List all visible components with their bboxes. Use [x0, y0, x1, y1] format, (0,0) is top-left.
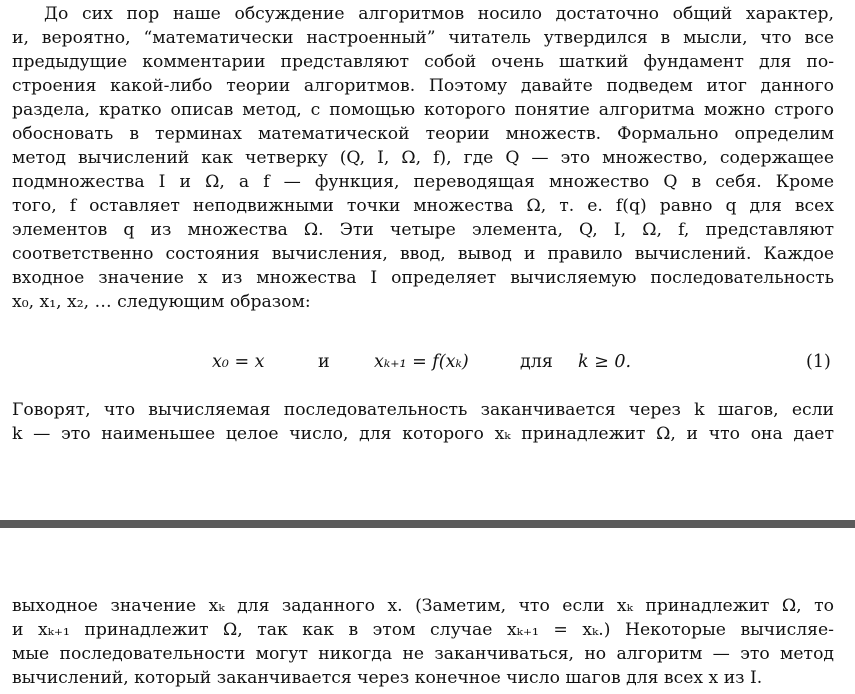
text-line: выходное значение xₖ для заданного x. (Заметим, что если xₖ принадлежит Ω, то [12, 596, 834, 616]
lower-page-fragment [0, 556, 855, 694]
text-line: k — это наименьшее целое число, для которого xₖ принадлежит Ω, и что она дает [12, 424, 834, 444]
formula-lhs: x₀ = x [212, 352, 265, 372]
text-line: соответственно состояния вычисления, ввод, вывод и правило вычислений. Каждое [12, 244, 834, 264]
page-break-divider [0, 520, 855, 528]
text-line: раздела, кратко описав метод, с помощью которого понятие алгоритма можно строго [12, 100, 834, 120]
text-line: Говорят, что вычисляемая последовательность заканчивается через k шагов, если [12, 400, 834, 420]
text-line: x₀, x₁, x₂, … следующим образом: [12, 292, 311, 312]
text-line: предыдущие комментарии представляют собой очень шаткий фундамент для по- [12, 52, 834, 72]
text-line: До сих пор наше обсуждение алгоритмов носило достаточно общий характер, [44, 4, 834, 24]
text-line: и xₖ₊₁ принадлежит Ω, так как в этом случае xₖ₊₁ = xₖ.) Некоторые вычисляе- [12, 620, 834, 640]
text-line: строения какой-либо теории алгоритмов. Поэтому давайте подведем итог данного [12, 76, 834, 96]
text-line: обосновать в терминах математической теории множеств. Формально определим [12, 124, 834, 144]
text-line: мые последовательности могут никогда не заканчиваться, но алгоритм — это метод [12, 644, 834, 664]
text-line: подмножества I и Ω, а f — функция, переводящая множество Q в себя. Кроме [12, 172, 834, 192]
text-line: того, f оставляет неподвижными точки множества Ω, т. е. f(q) равно q для всех [12, 196, 834, 216]
formula-condition: k ≥ 0. [578, 352, 632, 372]
text-line: входное значение x из множества I определяет вычисляемую последовательность [12, 268, 834, 288]
formula-for: для [520, 352, 553, 372]
text-line: и, вероятно, “математически настроенный” читатель утвердился в мысли, что все [12, 28, 834, 48]
text-line: вычислений, который заканчивается через конечное число шагов для всех x из I. [12, 668, 763, 688]
formula-rhs: xₖ₊₁ = f(xₖ) [374, 352, 469, 372]
formula-and: и [318, 352, 330, 372]
display-formula [0, 352, 855, 382]
text-line: элементов q из множества Ω. Эти четыре элемента, Q, I, Ω, f, представляют [12, 220, 834, 240]
text-line: метод вычислений как четверку (Q, I, Ω, f), где Q — это множество, содержащее [12, 148, 834, 168]
page-gap [0, 528, 855, 556]
equation-number: (1) [806, 352, 831, 372]
